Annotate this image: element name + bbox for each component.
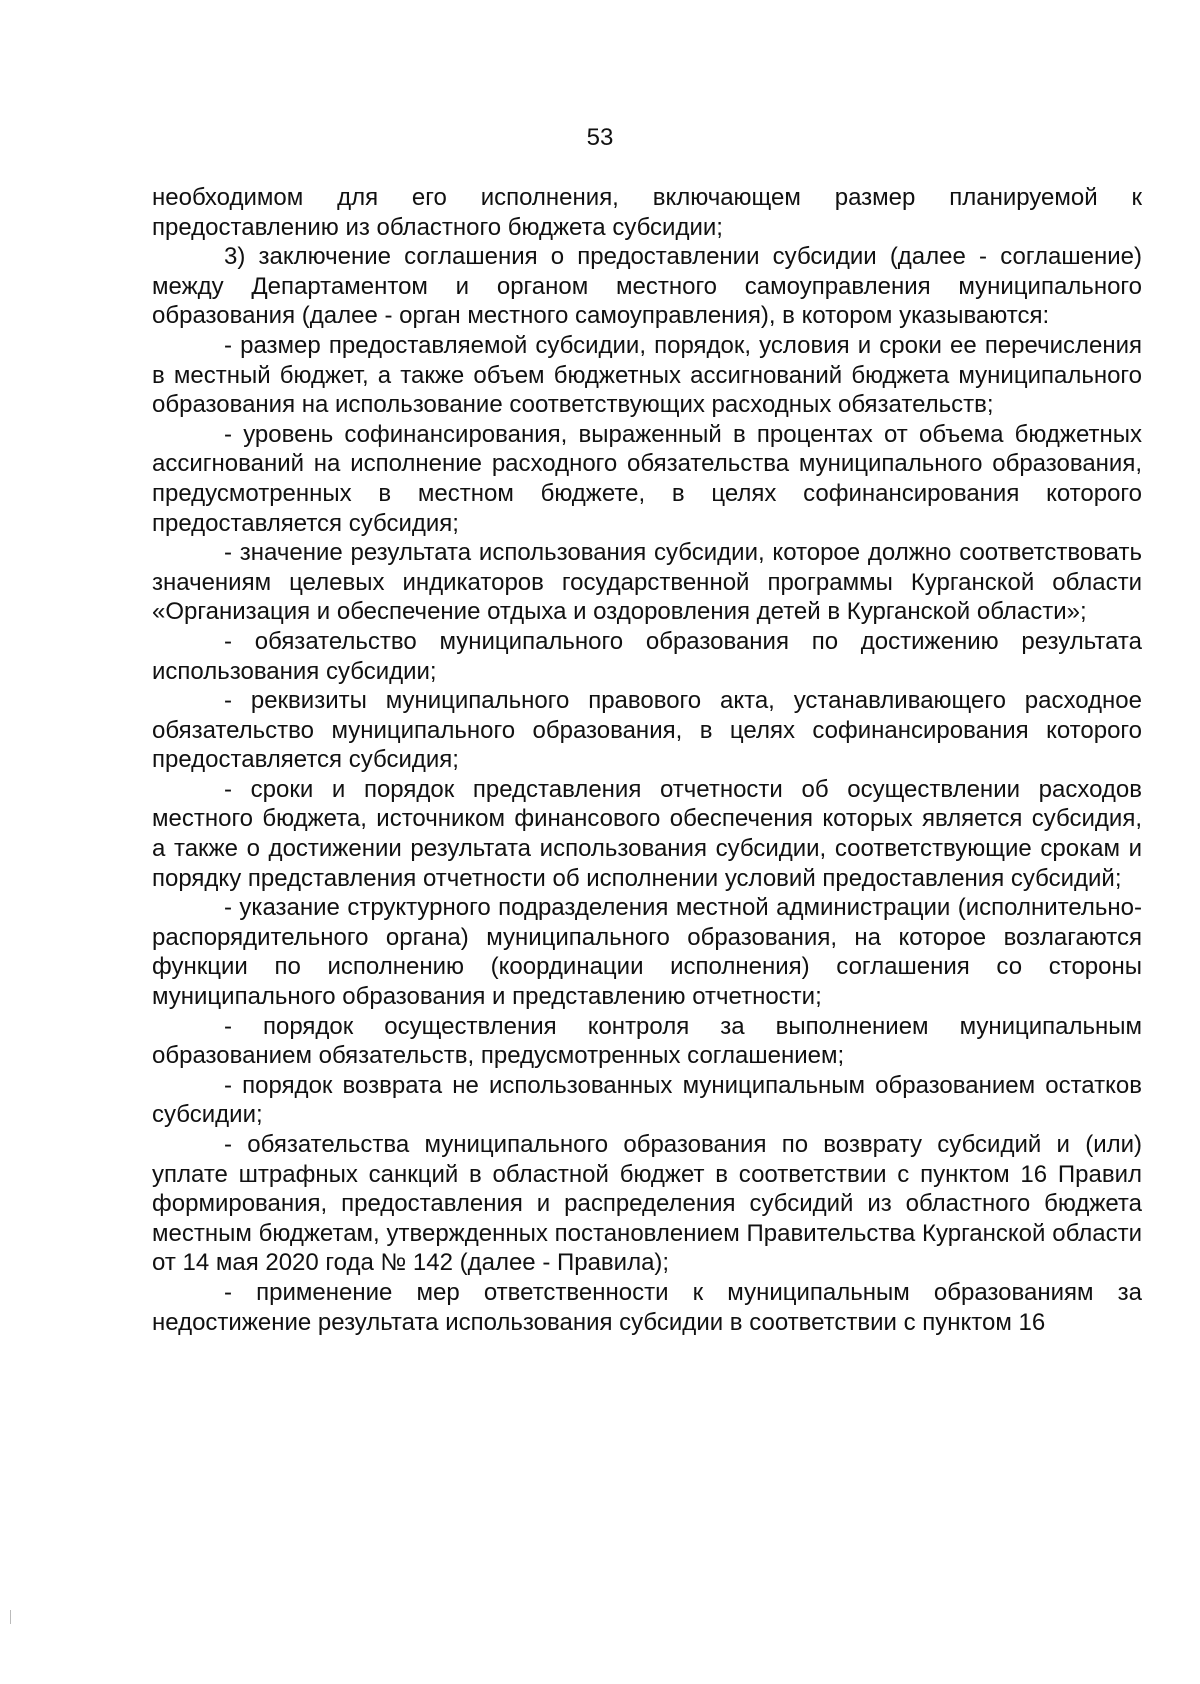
document-body: [152, 183, 1142, 1337]
paragraph-12: - обязательства муниципального образования по возврату субсидий и (или) уплате штрафных санкций в областной бюджет в соответствии с пунктом 16 Правил формирования, предоставления и распределения субсидий из областного бюджета местным бюджетам, утвержденных постановлением Правительства Курганской области от 14 мая 2020 года № 142 (далее - Правила);: [152, 1131, 1142, 1277]
page-number: 53: [586, 124, 614, 151]
paragraph-11: - порядок возврата не использованных муниципальным образованием остатков субсидии;: [152, 1071, 1142, 1129]
paragraph-5: - значение результата использования субсидии, которое должно соответствовать значениям целевых индикаторов государственной программы Курганской области «Организация и обеспечение отдыха и оздоровления детей в Курганской области»;: [152, 539, 1142, 626]
paragraph-6: - обязательство муниципального образования по достижению результата использования субсидии;: [152, 627, 1142, 685]
paragraph-4: - уровень софинансирования, выраженный в процентах от объема бюджетных ассигнований на исполнение расходного обязательства муниципального образования, предусмотренных в местном бюджете, в целях софинансирования которого предоставляется субсидия;: [152, 420, 1142, 537]
paragraph-3: - размер предоставляемой субсидии, порядок, условия и сроки ее перечисления в местный бюджет, а также объем бюджетных ассигнований бюджета муниципального образования на использование соответствующих расходных обязательств;: [152, 331, 1142, 419]
paragraph-13: - применение мер ответственности к муниципальным образованиям за недостижение результата использования субсидии в соответствии с пунктом 16: [152, 1278, 1142, 1336]
paragraph-10: - порядок осуществления контроля за выполнением муниципальным образованием обязательств, предусмотренных соглашением;: [152, 1012, 1142, 1070]
scan-artifact: [10, 1610, 11, 1624]
paragraph-2: 3) заключение соглашения о предоставлении субсидии (далее - соглашение) между Департаментом и органом местного самоуправления муниципального образования (далее - орган местного самоуправления), в котором указываются:: [152, 243, 1142, 330]
paragraph-8: - сроки и порядок представления отчетности об осуществлении расходов местного бюджета, источником финансового обеспечения которых является субсидия, а также о достижении результата использования субсидии, соответствующие срокам и порядку представления отчетности об исполнении условий предоставления субсидий;: [152, 775, 1142, 892]
paragraph-1: необходимом для его исполнения, включающем размер планируемой к предоставлению из областного бюджета субсидии;: [152, 184, 1142, 241]
paragraph-7: - реквизиты муниципального правового акта, устанавливающего расходное обязательство муниципального образования, в целях софинансирования которого предоставляется субсидия;: [152, 687, 1142, 774]
paragraph-9: - указание структурного подразделения местной администрации (исполнительно-распорядительного органа) муниципального образования, на которое возлагаются функции по исполнению (координации исполнения) соглашения со стороны муниципального образования и представлению отчетности;: [152, 894, 1142, 1011]
